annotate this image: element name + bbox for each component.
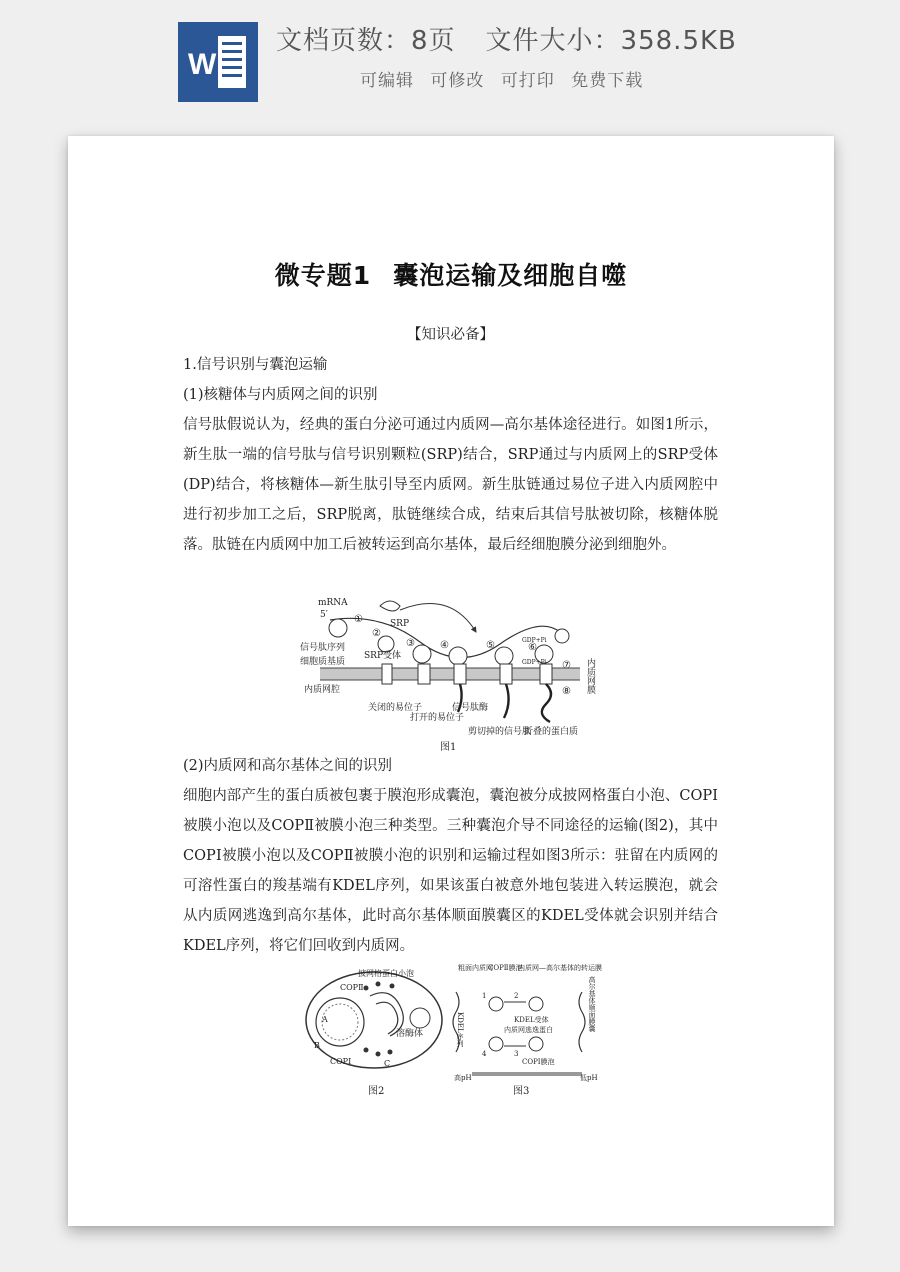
lysosome-shape [410, 1008, 430, 1028]
step-6: ⑥ [528, 642, 537, 653]
page-count: 文档页数：8页 [276, 26, 456, 56]
step-5: ⑤ [486, 640, 495, 651]
word-doc-icon [178, 22, 258, 102]
label-folded-protein: 折叠的蛋白质 [524, 727, 579, 737]
word-letter: W [188, 48, 217, 81]
feature-free-download: 免费下载 [571, 71, 644, 91]
label-copii: COPⅡ [340, 983, 364, 992]
title-topic-number: 微专题1 [274, 261, 372, 290]
page-title [68, 256, 834, 292]
step-7: ⑦ [562, 660, 571, 671]
figure-3 [452, 962, 602, 1082]
file-size: 文件大小：358.5KB [485, 26, 737, 56]
document-info-banner [0, 0, 900, 130]
title-topic-name: 囊泡运输及细胞自噬 [393, 261, 628, 290]
label-closed-translocon: 关闭的易位子 [368, 703, 423, 713]
label-gdp-1: GDP+Pi [522, 637, 547, 644]
figure-2-diagram [300, 966, 450, 1078]
feature-modifiable: 可修改 [430, 71, 485, 91]
figure-1-caption: 图1 [440, 742, 457, 753]
section-label: 【知识必备】 [407, 327, 494, 343]
label-low-ph: 低pH [580, 1074, 598, 1082]
step-1: ① [354, 614, 363, 625]
text-block-2 [183, 751, 718, 961]
ph-gradient-bar [472, 1072, 582, 1076]
label-srp-receptor: SRP受体 [364, 651, 401, 661]
figure-2 [300, 966, 450, 1078]
step-8: ⑧ [562, 686, 571, 697]
label-transport-vesicle: 内质网—高尔基体的转运膜泡 [518, 964, 602, 972]
label-clathrin-vesicle: 披网格蛋白小泡 [358, 969, 414, 978]
step-2: ② [372, 628, 381, 639]
figure-3-diagram [452, 962, 602, 1082]
label-mrna: mRNA [318, 598, 348, 608]
label-copi: COPⅠ [330, 1057, 352, 1066]
file-meta [276, 20, 876, 57]
label-c: C [384, 1059, 391, 1068]
paragraph-2: 细胞内部产生的蛋白质被包裹于膜泡形成囊泡，囊泡被分成披网格蛋白小泡、COPⅠ被膜小泡以及COPⅡ被膜小泡三种类型。三种囊泡介导不同途径的运输(图2)，其中COPⅠ被膜小泡以及COPⅡ被膜小泡的识别和运输过程如图3所示：驻留在内质网的可溶性蛋白的羧基端有KDEL序列，如果该蛋白被意外地包装进入转运膜泡，就会从内质网逃逸到高尔基体，此时高尔基体顺面膜囊区的KDEL受体就会识别并结合KDEL序列，将它们回收到内质网。 [183, 788, 718, 954]
figure-1-diagram [300, 592, 610, 742]
label-golgi: 高尔基体顺面膜囊 [588, 976, 596, 1032]
label-signal-peptidase: 信号肽酶 [452, 703, 489, 713]
text-block-1 [183, 320, 718, 560]
figure-3-caption: 图3 [513, 1086, 530, 1097]
label-high-ph: 高pH [454, 1074, 472, 1082]
label-rough-er: 粗面内质网 [458, 964, 493, 972]
label-cleaved-peptide: 剪切掉的信号肽 [468, 727, 532, 737]
subheading-2: (2)内质网和高尔基体之间的识别 [183, 758, 393, 774]
heading-1: 1.信号识别与囊泡运输 [183, 357, 328, 373]
label-step-2: 2 [514, 992, 519, 1000]
label-er-membrane: 内质网膜 [585, 658, 595, 694]
feature-editable: 可编辑 [360, 71, 414, 91]
label-5prime: 5′ [320, 610, 328, 620]
document-page [68, 136, 834, 1226]
step-3: ③ [406, 638, 415, 649]
label-kdel-receptor: KDEL受体 [514, 1016, 549, 1024]
label-copii-vesicle: COPⅡ膜泡 [488, 964, 523, 972]
figure-1 [300, 592, 610, 742]
label-kdel-seq: KDEL序列 [456, 1012, 464, 1047]
golgi-shape [579, 992, 585, 1052]
subheading-1: (1)核糖体与内质网之间的识别 [183, 387, 378, 403]
label-b: B [314, 1041, 320, 1050]
label-gdp-2: GDP+Pi [522, 659, 547, 666]
label-srp: SRP [390, 619, 409, 629]
label-step-4: 4 [482, 1050, 487, 1058]
feature-printable: 可打印 [500, 71, 555, 91]
label-er-lumen: 内质网腔 [304, 685, 341, 695]
label-cytosol: 细胞质基质 [300, 657, 346, 667]
label-escaped-protein: 内质网逃逸蛋白 [504, 1026, 553, 1034]
label-copi-vesicle: COPⅠ膜泡 [522, 1058, 555, 1066]
paragraph-1: 信号肽假说认为，经典的蛋白分泌可通过内质网—高尔基体途径进行。如图1所示，新生肽一端的信号肽与信号识别颗粒(SRP)结合，SRP通过与内质网上的SRP受体(DP)结合，将核糖体—新生肽引导至内质网。新生肽链通过易位子进入内质网腔中进行初步加工之后，SRP脱离，肽链继续合成，结束后其信号肽被切除，核糖体脱落。肽链在内质网中加工后被转运到高尔基体，最后经细胞膜分泌到细胞外。 [183, 417, 718, 553]
label-step-3: 3 [514, 1050, 519, 1058]
label-step-1: 1 [482, 992, 487, 1000]
label-lysosome: 溶酶体 [396, 1029, 424, 1039]
label-a: A [322, 1015, 328, 1024]
label-signal-seq: 信号肽序列 [300, 643, 346, 653]
figure-2-caption: 图2 [368, 1086, 385, 1097]
step-4: ④ [440, 640, 449, 651]
label-open-translocon: 打开的易位子 [410, 713, 465, 723]
feature-list [360, 66, 860, 91]
